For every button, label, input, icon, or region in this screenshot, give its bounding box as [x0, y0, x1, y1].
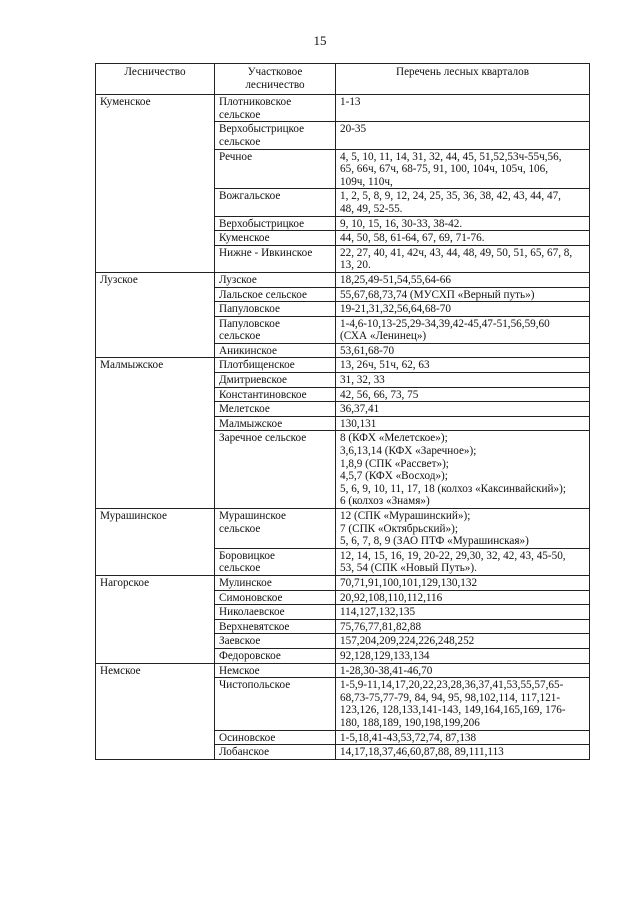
quarters-cell — [336, 548, 590, 575]
district-line: Мелетское — [219, 403, 270, 416]
district-cell — [215, 316, 336, 343]
district-cell — [215, 358, 336, 373]
district-line: Куменское — [219, 232, 270, 245]
quarters-cell — [336, 416, 590, 431]
district-cell — [215, 216, 336, 231]
district-cell — [215, 122, 336, 149]
district-line: Речное — [219, 150, 253, 163]
quarters-cell — [336, 316, 590, 343]
district-line: Федоровское — [219, 649, 281, 662]
forestry-name: Мурашинское — [96, 509, 215, 576]
quarters-cell — [336, 373, 590, 388]
district-line: Верхобыстрицкое — [219, 123, 305, 136]
district-cell — [215, 189, 336, 216]
quarters-line: 19-21,31,32,56,64,68-70 — [340, 303, 451, 316]
header-forestry: Лесничество — [96, 64, 215, 95]
district-line: сельское — [219, 330, 261, 343]
quarters-line: 22, 27, 40, 41, 42ч, 43, 44, 48, 49, 50, 51, 65, 67, 8, — [340, 246, 573, 259]
district-cell — [215, 678, 336, 730]
quarters-line: 55,67,68,73,74 (МУСХП «Верный путь») — [340, 288, 535, 301]
district-line: сельское — [219, 108, 261, 121]
quarters-line: 3,6,13,14 (КФХ «Заречное»); — [340, 445, 477, 458]
quarters-line: 1,8,9 (СПК «Рассвет»); — [340, 457, 449, 470]
district-line: сельское — [219, 135, 261, 148]
header-district-line: Участковое — [247, 66, 303, 78]
quarters-cell — [336, 663, 590, 678]
header-district-line: лесничество — [245, 78, 305, 91]
table-row — [96, 575, 590, 590]
district-cell — [215, 745, 336, 760]
header-quarters: Перечень лесных кварталов — [336, 64, 590, 95]
forestry-name: Малмыжское — [96, 358, 215, 509]
quarters-line: 12 (СПК «Мурашинский»); — [340, 510, 471, 522]
quarters-cell — [336, 358, 590, 373]
district-line: Мулинское — [219, 576, 272, 589]
quarters-line: 65, 66ч, 67ч, 68-75, 91, 100, 104ч, 105ч, 106, — [340, 163, 549, 176]
forestry-name: Нагорское — [96, 575, 215, 663]
district-cell — [215, 619, 336, 634]
district-line: Чистопольское — [219, 679, 291, 692]
district-line: Плотниковское — [219, 96, 292, 109]
district-line: Лузское — [219, 273, 257, 286]
quarters-line: 1-5,9-11,14,17,20,22,23,28,36,37,41,53,55,57,65- — [340, 679, 564, 692]
district-cell — [215, 272, 336, 287]
quarters-line: 1-13 — [340, 96, 361, 109]
district-cell — [215, 431, 336, 509]
district-cell — [215, 416, 336, 431]
district-cell — [215, 648, 336, 663]
quarters-cell — [336, 122, 590, 149]
quarters-line: 14,17,18,37,46,60,87,88, 89,111,113 — [340, 746, 504, 759]
quarters-cell — [336, 231, 590, 246]
district-cell — [215, 402, 336, 417]
district-line: Папуловское — [219, 317, 280, 330]
quarters-line: 48, 49, 52-55. — [340, 202, 403, 215]
district-line: сельское — [219, 562, 261, 575]
table-row — [96, 509, 590, 549]
quarters-line: 20-35 — [340, 123, 367, 136]
quarters-line: 36,37,41 — [340, 403, 380, 416]
quarters-cell — [336, 634, 590, 649]
quarters-line: 5, 6, 9, 10, 11, 17, 18 (колхоз «Каксинвайский»); — [340, 482, 566, 495]
district-line: Верхневятское — [219, 620, 290, 633]
district-line: Заевское — [219, 635, 261, 648]
quarters-line: 180, 188,189, 190,198,199,206 — [340, 716, 480, 729]
quarters-line: 9, 10, 15, 16, 30-33, 38-42. — [340, 217, 463, 230]
district-line: Немское — [219, 664, 260, 677]
table-row — [96, 358, 590, 373]
district-cell — [215, 387, 336, 402]
district-cell — [215, 730, 336, 745]
quarters-cell — [336, 216, 590, 231]
quarters-cell — [336, 730, 590, 745]
district-line: Заречное сельское — [219, 432, 307, 445]
quarters-line: 4, 5, 10, 11, 14, 31, 32, 44, 45, 51,52,53ч-55ч,56, — [340, 150, 562, 163]
district-line: Нижне - Ивкинское — [219, 246, 313, 259]
district-line: Мурашинское — [219, 510, 286, 522]
quarters-cell — [336, 575, 590, 590]
district-line: Лальское сельское — [219, 288, 307, 301]
quarters-line: 5, 6, 7, 8, 9 (ЗАО ПТФ «Мурашинская») — [340, 535, 529, 548]
quarters-line: 20,92,108,110,112,116 — [340, 591, 443, 604]
quarters-cell — [336, 402, 590, 417]
district-line: Николаевское — [219, 606, 285, 619]
quarters-cell — [336, 272, 590, 287]
district-cell — [215, 509, 336, 549]
quarters-line: 31, 32, 33 — [340, 374, 385, 387]
district-cell — [215, 343, 336, 358]
district-cell — [215, 245, 336, 272]
table-row — [96, 663, 590, 678]
quarters-cell — [336, 431, 590, 509]
district-line: Симоновское — [219, 591, 283, 604]
quarters-cell — [336, 245, 590, 272]
district-line: Аникинское — [219, 344, 277, 357]
quarters-cell — [336, 189, 590, 216]
quarters-line: 1-4,6-10,13-25,29-34,39,42-45,47-51,56,59,60 — [340, 317, 550, 330]
quarters-line: 7 (СПК «Октябрьский»); — [340, 522, 458, 535]
quarters-line: 114,127,132,135 — [340, 606, 416, 619]
district-cell — [215, 287, 336, 302]
quarters-line: 13, 26ч, 51ч, 62, 63 — [340, 359, 430, 372]
quarters-cell — [336, 302, 590, 317]
district-line: Верхобыстрицкое — [219, 217, 305, 230]
district-cell — [215, 95, 336, 122]
quarters-line: 13, 20. — [340, 259, 371, 272]
header-district — [215, 64, 336, 95]
page-number: 15 — [313, 33, 327, 48]
quarters-line: 53,61,68-70 — [340, 344, 395, 357]
quarters-line: 12, 14, 15, 16, 19, 20-22, 29,30, 32, 42, 43, 45-50, — [340, 549, 566, 562]
quarters-line: 1, 2, 5, 8, 9, 12, 24, 25, 35, 36, 38, 42, 43, 44, 47, — [340, 190, 561, 203]
district-cell — [215, 575, 336, 590]
district-cell — [215, 373, 336, 388]
quarters-line: 130,131 — [340, 417, 377, 430]
district-line: Вожгальское — [219, 190, 281, 203]
district-cell — [215, 231, 336, 246]
quarters-cell — [336, 619, 590, 634]
forestry-name: Немское — [96, 663, 215, 759]
quarters-line: 53, 54 (СПК «Новый Путь»). — [340, 562, 477, 575]
quarters-line: 109ч, 110ч, — [340, 175, 393, 188]
quarters-line: 92,128,129,133,134 — [340, 649, 430, 662]
quarters-line: 6 (колхоз «Знамя») — [340, 495, 430, 508]
district-cell — [215, 302, 336, 317]
district-line: Боровицкое — [219, 549, 276, 562]
table-row — [96, 95, 590, 122]
table-row — [96, 272, 590, 287]
quarters-cell — [336, 678, 590, 730]
quarters-cell — [336, 343, 590, 358]
quarters-cell — [336, 648, 590, 663]
quarters-line: 75,76,77,81,82,88 — [340, 620, 422, 633]
district-line: Плотбищенское — [219, 359, 295, 372]
quarters-cell — [336, 590, 590, 605]
table-header-row — [96, 64, 590, 95]
district-cell — [215, 548, 336, 575]
quarters-cell — [336, 605, 590, 620]
table-body — [96, 95, 590, 760]
quarters-line: 157,204,209,224,226,248,252 — [340, 635, 475, 648]
quarters-cell — [336, 387, 590, 402]
district-line: Малмыжское — [219, 417, 283, 430]
district-cell — [215, 590, 336, 605]
quarters-line: 42, 56, 66, 73, 75 — [340, 388, 419, 401]
district-line: сельское — [219, 522, 261, 535]
district-line: Константиновское — [219, 388, 307, 401]
quarters-cell — [336, 745, 590, 760]
district-cell — [215, 634, 336, 649]
district-line: Лобанское — [219, 746, 270, 759]
quarters-line: 123,126, 128,133,141-143, 149,164,165,169, 176- — [340, 704, 566, 717]
district-line: Осиновское — [219, 731, 276, 744]
quarters-cell — [336, 287, 590, 302]
quarters-line: 44, 50, 58, 61-64, 67, 69, 71-76. — [340, 232, 485, 245]
quarters-cell — [336, 95, 590, 122]
quarters-line: 18,25,49-51,54,55,64-66 — [340, 273, 451, 286]
quarters-line: 68,73-75,77-79, 84, 94, 95, 98,102,114, 117,121- — [340, 691, 561, 704]
district-cell — [215, 663, 336, 678]
quarters-line: 8 (КФХ «Мелетское»); — [340, 432, 448, 445]
quarters-cell — [336, 509, 590, 549]
quarters-line: 1-5,18,41-43,53,72,74, 87,138 — [340, 731, 477, 744]
forest-quarters-table — [95, 63, 590, 760]
district-cell — [215, 605, 336, 620]
quarters-cell — [336, 149, 590, 189]
district-cell — [215, 149, 336, 189]
forestry-name: Лузское — [96, 272, 215, 358]
quarters-line: 1-28,30-38,41-46,70 — [340, 664, 433, 677]
quarters-line: 4,5,7 (КФХ «Восход»); — [340, 470, 448, 483]
quarters-line: (СХА «Ленинец») — [340, 330, 427, 343]
district-line: Папуловское — [219, 303, 280, 316]
district-line: Дмитриевское — [219, 374, 288, 387]
forestry-name: Куменское — [96, 95, 215, 273]
quarters-line: 70,71,91,100,101,129,130,132 — [340, 576, 478, 589]
